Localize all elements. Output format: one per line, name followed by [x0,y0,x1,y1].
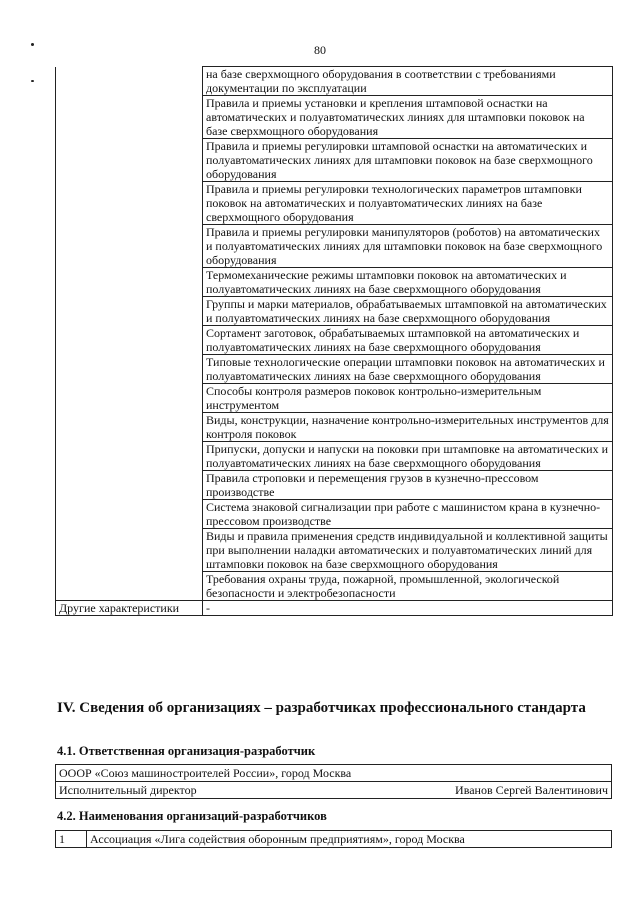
knowledge-cell: Правила и приемы регулировки манипуляторов (роботов) на автоматических и полуавтоматических линиях для штамповки поковок на базе сверхмощного оборудования [203,225,613,268]
table-row [56,471,613,500]
org-name: Ассоциация «Лига содействия оборонным предприятиям», город Москва [87,831,612,848]
table-row [56,297,613,326]
other-characteristics-value: - [203,601,613,616]
table-row [56,529,613,572]
table-row [56,413,613,442]
left-cell [56,500,203,529]
left-cell [56,471,203,500]
table-row [56,442,613,471]
responsible-org-table [55,764,612,799]
section-title: IV. Сведения об организациях – разработчиках профессионального стандарта [57,700,586,716]
table-row [56,67,613,96]
org-name: ОООР «Союз машиностроителей России», город Москва [56,765,612,782]
left-cell [56,182,203,225]
left-cell [56,225,203,268]
left-cell [56,326,203,355]
table-row [56,96,613,139]
knowledge-cell: Правила и приемы регулировки штамповой оснастки на автоматических и полуавтоматических линиях для штамповки поковок на базе сверхмощного оборудования [203,139,613,182]
page-number: 80 [314,43,326,57]
knowledge-cell: Сортамент заготовок, обрабатываемых штамповкой на автоматических и полуавтоматических линиях на базе сверхмощного оборудования [203,326,613,355]
knowledge-cell: Способы контроля размеров поковок контрольно-измерительным инструментом [203,384,613,413]
table-row [56,182,613,225]
knowledge-cell: Система знаковой сигнализации при работе с машинистом крана в кузнечно-прессовом производстве [203,500,613,529]
table-row [56,831,612,848]
knowledge-cell: Группы и марки материалов, обрабатываемых штамповкой на автоматических и полуавтоматических линиях на базе сверхмощного оборудования [203,297,613,326]
knowledge-cell: Правила строповки и перемещения грузов в кузнечно-прессовом производстве [203,471,613,500]
other-characteristics-label: Другие характеристики [56,601,203,616]
knowledge-cell: Виды и правила применения средств индивидуальной и коллективной защиты при выполнении наладки автоматических и полуавтоматических линий для штамповки поковок на базе сверхмощного оборудования [203,529,613,572]
knowledge-cell: Правила и приемы установки и крепления штамповой оснастки на автоматических и полуавтоматических линиях для штамповки поковок на базе сверхмощного оборудования [203,96,613,139]
position: Исполнительный директор [56,782,320,799]
responsible-org-heading: 4.1. Ответственная организация-разработчик [57,744,316,758]
knowledge-cell: Виды, конструкции, назначение контрольно-измерительных инструментов для контроля поковок [203,413,613,442]
left-cell [56,384,203,413]
left-cell [56,572,203,601]
left-cell [56,268,203,297]
table-row [56,572,613,601]
scan-mark [31,80,34,82]
knowledge-cell: на базе сверхмощного оборудования в соответствии с требованиями документации по эксплуатации [203,67,613,96]
left-cell [56,96,203,139]
left-cell [56,529,203,572]
org-number: 1 [56,831,87,848]
left-cell [56,355,203,384]
table-row [56,268,613,297]
knowledge-cell: Припуски, допуски и напуски на поковки при штамповке на автоматических и полуавтоматических линиях на базе сверхмощного оборудования [203,442,613,471]
table-row [56,782,612,799]
knowledge-cell: Типовые технологические операции штамповки поковок на автоматических и полуавтоматических линиях на базе сверхмощного оборудования [203,355,613,384]
table-row [56,225,613,268]
table-row [56,384,613,413]
table-row [56,500,613,529]
table-row [56,326,613,355]
table-row [56,355,613,384]
left-cell [56,297,203,326]
left-cell [56,67,203,96]
developer-orgs-table [55,830,612,848]
knowledge-cell: Термомеханические режимы штамповки поковок на автоматических и полуавтоматических линиях на базе сверхмощного оборудования [203,268,613,297]
table-row [56,139,613,182]
developer-orgs-heading: 4.2. Наименования организаций-разработчиков [57,809,327,823]
left-cell [56,442,203,471]
table-row [56,601,613,616]
knowledge-cell: Требования охраны труда, пожарной, промышленной, экологической безопасности и электробезопасности [203,572,613,601]
knowledge-cell: Правила и приемы регулировки технологических параметров штамповки поковок на автоматических и полуавтоматических линиях на базе сверхмощного оборудования [203,182,613,225]
left-cell [56,413,203,442]
table-row [56,765,612,782]
left-cell [56,139,203,182]
competencies-table [55,66,613,616]
person-name: Иванов Сергей Валентинович [319,782,611,799]
